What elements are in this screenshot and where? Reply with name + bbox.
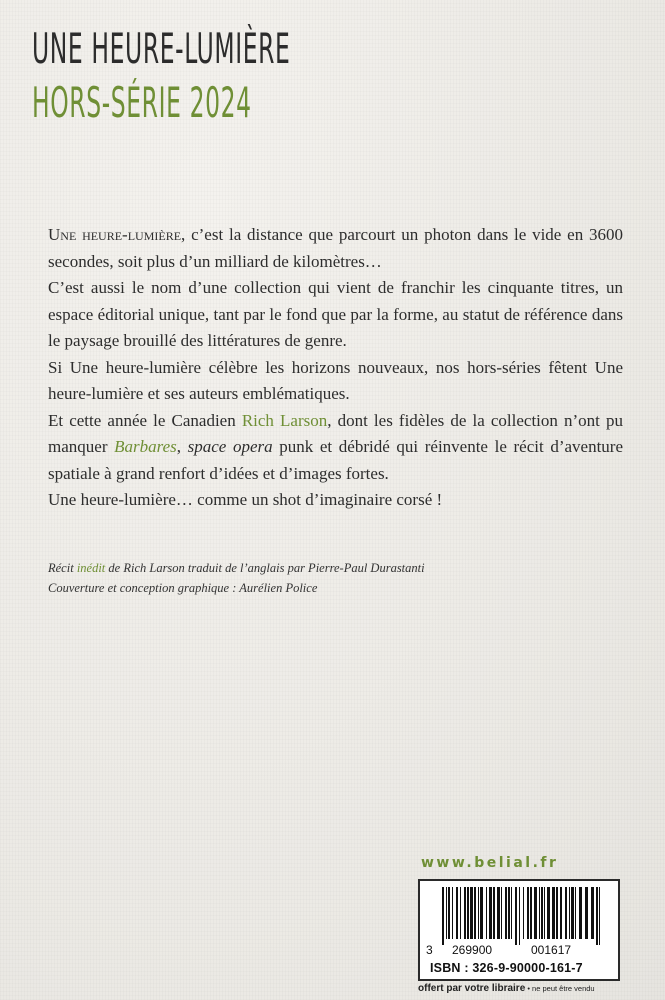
- barcode-bar: [575, 887, 576, 939]
- barcode-bar: [456, 887, 458, 939]
- blurb-text: , c’est la distance que parcourt un photon dans le vide en 3600 secondes, soit plus d’un milliard de kilomètres…: [48, 225, 623, 271]
- barcode-bar: [448, 887, 450, 939]
- barcode-bar: [565, 887, 567, 939]
- barcode-first-digit: 3: [426, 943, 433, 957]
- title-block: [32, 24, 449, 127]
- credit-text: Récit: [48, 561, 77, 575]
- barcode-bar: [591, 887, 594, 939]
- publisher-website: www.belial.fr: [421, 855, 559, 871]
- barcode-bar: [519, 887, 520, 945]
- barcode-bar: [467, 887, 469, 939]
- author-name: Rich Larson: [241, 410, 328, 430]
- barcode-bar: [515, 887, 517, 945]
- not-for-sale-text: • ne peut être vendu: [525, 984, 595, 993]
- blurb: [48, 222, 623, 514]
- blurb-text: Et cette année le Canadien: [48, 410, 242, 430]
- barcode-bar: [530, 887, 532, 939]
- barcode-bar: [579, 887, 582, 939]
- barcode-bar: [497, 887, 500, 939]
- barcode-bar: [547, 887, 550, 939]
- blurb-paragraph-1: [48, 222, 623, 275]
- barcode-bar: [560, 887, 562, 939]
- blurb-paragraph-5: Une heure-lumière… comme un shot d’imaginaire corsé !: [48, 490, 443, 509]
- credit-cover: Couverture et conception graphique : Aurélien Police: [48, 581, 318, 595]
- genre-term: space opera: [187, 437, 273, 456]
- blurb-text: ,: [176, 437, 188, 456]
- barcode-bar: [452, 887, 453, 939]
- credits: [48, 558, 425, 598]
- barcode-bar: [493, 887, 495, 939]
- barcode-bar: [501, 887, 502, 939]
- barcode-bar: [480, 887, 483, 939]
- barcode-bar: [464, 887, 466, 939]
- barcode-bar: [571, 887, 574, 939]
- barcode-bar: [523, 887, 524, 939]
- barcode-bar: [527, 887, 529, 939]
- barcode-bar: [474, 887, 476, 939]
- barcode-bar: [552, 887, 555, 939]
- blurb-text: punk et débridé qui réinvente le récit d’aventure spatiale à grand renfort d’idées et d’images fortes.: [48, 437, 623, 483]
- barcode-right-digits: 001617: [531, 943, 572, 957]
- blurb-paragraph-4: [48, 408, 623, 488]
- isbn: ISBN : 326-9-90000-161-7: [430, 961, 583, 975]
- barcode-bar: [539, 887, 540, 939]
- credit-text: de Rich Larson traduit de l’anglais par Pierre-Paul Durastanti: [105, 561, 425, 575]
- barcode-bar: [585, 887, 588, 939]
- barcode-bar: [442, 887, 444, 945]
- blurb-paragraph-2: C’est aussi le nom d’une collection qui vient de franchir les cinquante titres, un espace éditorial unique, tant par le fond que par la forme, au statut de référence dans le paysage brouillé des littératures de genre.: [48, 278, 623, 350]
- barcode-bar: [489, 887, 492, 939]
- barcode-bar: [541, 887, 543, 939]
- book-title: Barbares: [114, 437, 177, 456]
- offered-notice: [418, 983, 595, 994]
- blurb-paragraph-3: Si Une heure-lumière célèbre les horizons nouveaux, nos hors-séries fêtent Une heure-lumière et ses auteurs emblématiques.: [48, 357, 623, 403]
- barcode-bar: [446, 887, 447, 939]
- barcode-left-digits: 269900: [452, 943, 493, 957]
- barcode: [440, 887, 602, 947]
- unpublished-highlight: inédit: [76, 561, 106, 575]
- barcode-bar: [460, 887, 461, 939]
- barcode-bar: [511, 887, 512, 939]
- credit-translation: [48, 558, 425, 578]
- barcode-box: [418, 879, 620, 981]
- barcode-bar: [599, 887, 600, 945]
- collection-title: UNE HEURE-LUMIÈRE: [32, 24, 291, 73]
- barcode-bar: [505, 887, 507, 939]
- barcode-bar: [478, 887, 479, 939]
- barcode-bar: [486, 887, 487, 939]
- edition-subtitle: HORS-SÉRIE 2024: [32, 78, 252, 127]
- barcode-bar: [508, 887, 510, 939]
- barcode-bar: [556, 887, 558, 939]
- collection-name-smallcaps: Une heure-lumière: [48, 225, 182, 244]
- offered-text: offert par votre libraire: [418, 983, 526, 994]
- barcode-bar: [534, 887, 537, 939]
- blurb-text: , dont les fidèles de la collection n’ont pu manquer: [48, 410, 623, 456]
- barcode-bar: [569, 887, 570, 939]
- barcode-bar: [544, 887, 545, 939]
- barcode-bar: [470, 887, 473, 939]
- barcode-bar: [596, 887, 598, 945]
